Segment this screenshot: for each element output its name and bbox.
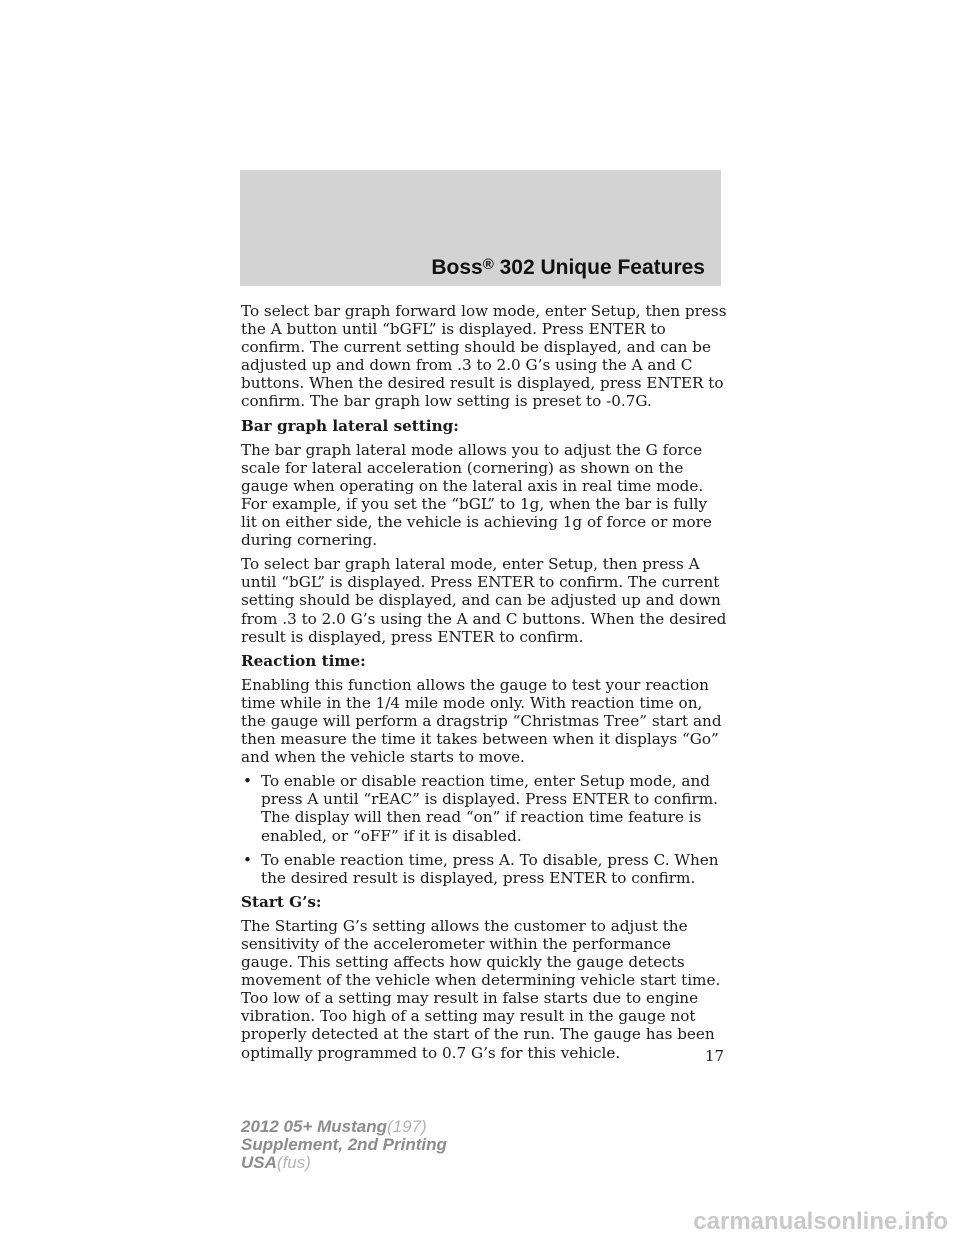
footer-market-code: (fus)	[276, 1153, 311, 1172]
section-heading: Start G’s:	[241, 892, 322, 911]
print-footer	[241, 1118, 447, 1172]
footer-line-2: Supplement, 2nd Printing	[241, 1135, 447, 1154]
bullet-list	[241, 772, 727, 887]
paragraph: To select bar graph forward low mode, enter Setup, then press the A button until “bGFL” is displayed. Press ENTER to confirm. The current setting should be displayed, and can be adjusted up and down from .3 to 2.0 G’s using the A and C buttons. When the desired result is displayed, press ENTER to confirm. The bar graph low setting is preset to -0.7G.	[241, 302, 727, 411]
footer-line-3	[241, 1154, 447, 1172]
title-prefix: Boss	[431, 256, 483, 279]
list-item	[241, 772, 727, 844]
footer-market: USA	[241, 1153, 277, 1172]
paragraph: The Starting G’s setting allows the customer to adjust the sensitivity of the accelerometer within the performance gauge. This setting affects how quickly the gauge detects movement of the vehicle when determining vehicle start time. Too low of a setting may result in false starts due to engine vibration. Too high of a setting may result in the gauge not properly detected at the start of the run. The gauge has been optimally programmed to 0.7 G’s for this vehicle.	[241, 916, 721, 1062]
paragraph: Enabling this function allows the gauge to test your reaction time while in the 1/4 mile mode only. With reaction time on, the gauge will perform a dragstrip “Christmas Tree” start and then measure the time it takes between when it displays “Go” and when the vehicle starts to move.	[241, 675, 722, 767]
section-heading: Bar graph lateral setting:	[241, 416, 459, 435]
footer-line-1	[241, 1118, 447, 1136]
list-item	[241, 851, 727, 887]
header-band	[240, 170, 721, 286]
paragraph: The bar graph lateral mode allows you to adjust the G force scale for lateral acceleration (cornering) as shown on the gauge when operating on the lateral axis in real time mode. For example, if you set the “bGL” to 1g, when the bar is fully lit on either side, the vehicle is achieving 1g of force or more during cornering.	[241, 440, 712, 550]
registered-mark: ®	[482, 256, 494, 273]
page-body	[241, 302, 727, 1068]
page-number: 17	[705, 1047, 725, 1065]
list-item-text: To enable reaction time, press A. To disable, press C. When the desired result is displayed, press ENTER to confirm.	[261, 850, 719, 887]
footer-model: 2012 05+ Mustang	[241, 1117, 387, 1136]
watermark-link[interactable]: carmanualsonline.info	[693, 1208, 948, 1235]
section-title	[431, 256, 705, 280]
bullet-icon: •	[243, 772, 252, 791]
paragraph: To select bar graph lateral mode, enter Setup, then press A until “bGL” is displayed. Press ENTER to confirm. The current setting should be displayed, and can be adjusted up and down from .3 to 2.0 G’s using the A and C buttons. When the desired result is displayed, press ENTER to confirm.	[241, 555, 727, 646]
section-heading: Reaction time:	[241, 651, 366, 670]
title-suffix: 302 Unique Features	[493, 256, 705, 279]
footer-code: (197)	[387, 1117, 427, 1136]
list-item-text: To enable or disable reaction time, enter Setup mode, and press A until “rEAC” is displayed. Press ENTER to confirm. The display will then read “on” if reaction time feature is enabled, or “oFF” if it is disabled.	[261, 772, 718, 845]
bullet-icon: •	[243, 850, 252, 869]
